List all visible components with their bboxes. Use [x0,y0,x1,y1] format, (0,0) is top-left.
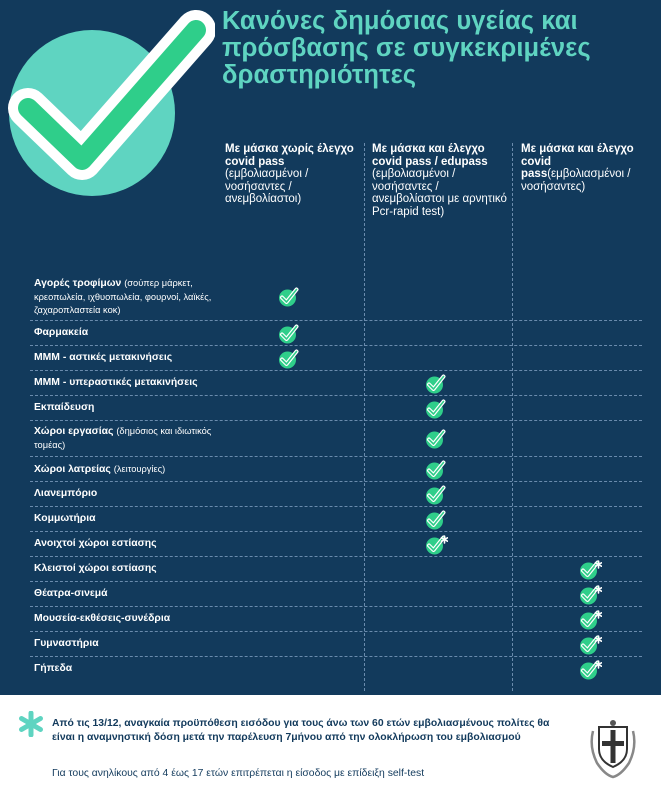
check-icon [424,509,448,531]
check-asterisk-icon [578,609,602,631]
row-label-note: (σούπερ μάρκετ, κρεοπωλεία, ιχθυοπωλεία, φουρνοί, λαϊκές, ζαχαροπλαστεία κοκ) [34,278,212,315]
table-row [0,507,661,532]
row-label [34,538,224,551]
table-row [0,532,661,557]
row-label [34,563,224,576]
row-label [34,613,224,626]
row-label [34,425,224,452]
column-header-mask-pass-edupass: Με μάσκα και έλεγχο covid pass / edupass (εμβολιασμένοι / νοσήσαντες / ανεμβολίαστοι με αρνητικό Pcr-rapid test) [372,143,507,218]
page-title: Κανόνες δημόσιας υγείας και πρόσβασης σε συγκεκριμένες δραστηριότητες [222,7,591,89]
row-label-text: Γυμναστήρια [34,638,99,649]
table-row [0,396,661,421]
row-label [34,352,224,365]
footer [0,695,661,805]
check-icon [424,484,448,506]
row-label-text: Εκπαίδευση [34,402,95,413]
row-label-text: Γήπεδα [34,663,73,674]
row-label [34,513,224,526]
check-asterisk-icon [578,659,602,681]
row-label [34,588,224,601]
row-label [34,402,224,415]
check-asterisk-icon [424,534,448,556]
table-row [0,607,661,632]
row-label-text: ΜΜΜ - αστικές μετακινήσεις [34,352,173,363]
row-label-text: Θέατρα-σινεμά [34,588,108,599]
row-label [34,277,224,318]
check-asterisk-icon [578,634,602,656]
check-icon [277,348,301,370]
check-icon [424,428,448,450]
table-row [0,457,661,482]
check-icon [277,323,301,345]
row-label-text: Αγορές τροφίμων [34,278,122,289]
table-row [0,273,661,321]
row-label-text: Χώροι λατρείας [34,464,111,475]
row-label-note: (λειτουργίες) [113,464,166,474]
row-label-text: Μουσεία-εκθέσεις-συνέδρια [34,613,171,624]
column-header-mask-no-pass: Με μάσκα χωρίς έλεγχο covid pass (εμβολιασμένοι / νοσήσαντες / ανεμβολίαστοι) [225,143,354,205]
row-label-text: Κομμωτήρια [34,513,96,524]
table-row [0,346,661,371]
row-label-text: Χώροι εργασίας [34,426,114,437]
big-checkmark-icon [0,0,215,220]
column-header-mask-pass-vaccinated: Με μάσκα και έλεγχο covid pass(εμβολιασμένοι /νοσήσαντες) [521,143,634,193]
table-row [0,371,661,396]
row-label-text: Φαρμακεία [34,327,89,338]
table-row [0,557,661,582]
check-asterisk-icon [578,584,602,606]
row-label-text: Ανοιχτοί χώροι εστίασης [34,538,157,549]
asterisk-icon [18,711,44,737]
row-label [34,327,224,340]
check-icon [424,373,448,395]
row-label-text: ΜΜΜ - υπεραστικές μετακινήσεις [34,377,198,388]
check-icon [424,398,448,420]
table-row [0,421,661,457]
table-row [0,632,661,657]
table-row [0,582,661,607]
row-label [34,377,224,390]
row-label [34,488,224,501]
footnote-minors-self-test: Για τους ανηλίκους από 4 έως 17 ετών επιτρέπεται η είσοδος με επίδειξη self-test [52,768,425,779]
row-label-note: (δημόσιος και ιδιωτικός τομέας) [34,426,212,450]
table-row [0,321,661,346]
greek-coat-of-arms-icon [583,717,643,779]
check-icon [277,286,301,308]
row-label [34,638,224,651]
table-row [0,482,661,507]
row-label-text: Κλειστοί χώροι εστίασης [34,563,157,574]
table-row [0,657,661,682]
row-label [34,663,224,676]
row-label [34,463,224,477]
check-asterisk-icon [578,559,602,581]
footnote-booster-requirement: Από τις 13/12, αναγκαία προϋπόθεση εισόδου για τους άνω των 60 ετών εμβολιασμένους πολίτες θα είναι η αναμνηστική δόση μετά την παρέλευση 7μήνου από την ολοκλήρωση του εμβολιασμού [52,718,550,743]
check-icon [424,459,448,481]
row-label-text: Λιανεμπόριο [34,488,98,499]
